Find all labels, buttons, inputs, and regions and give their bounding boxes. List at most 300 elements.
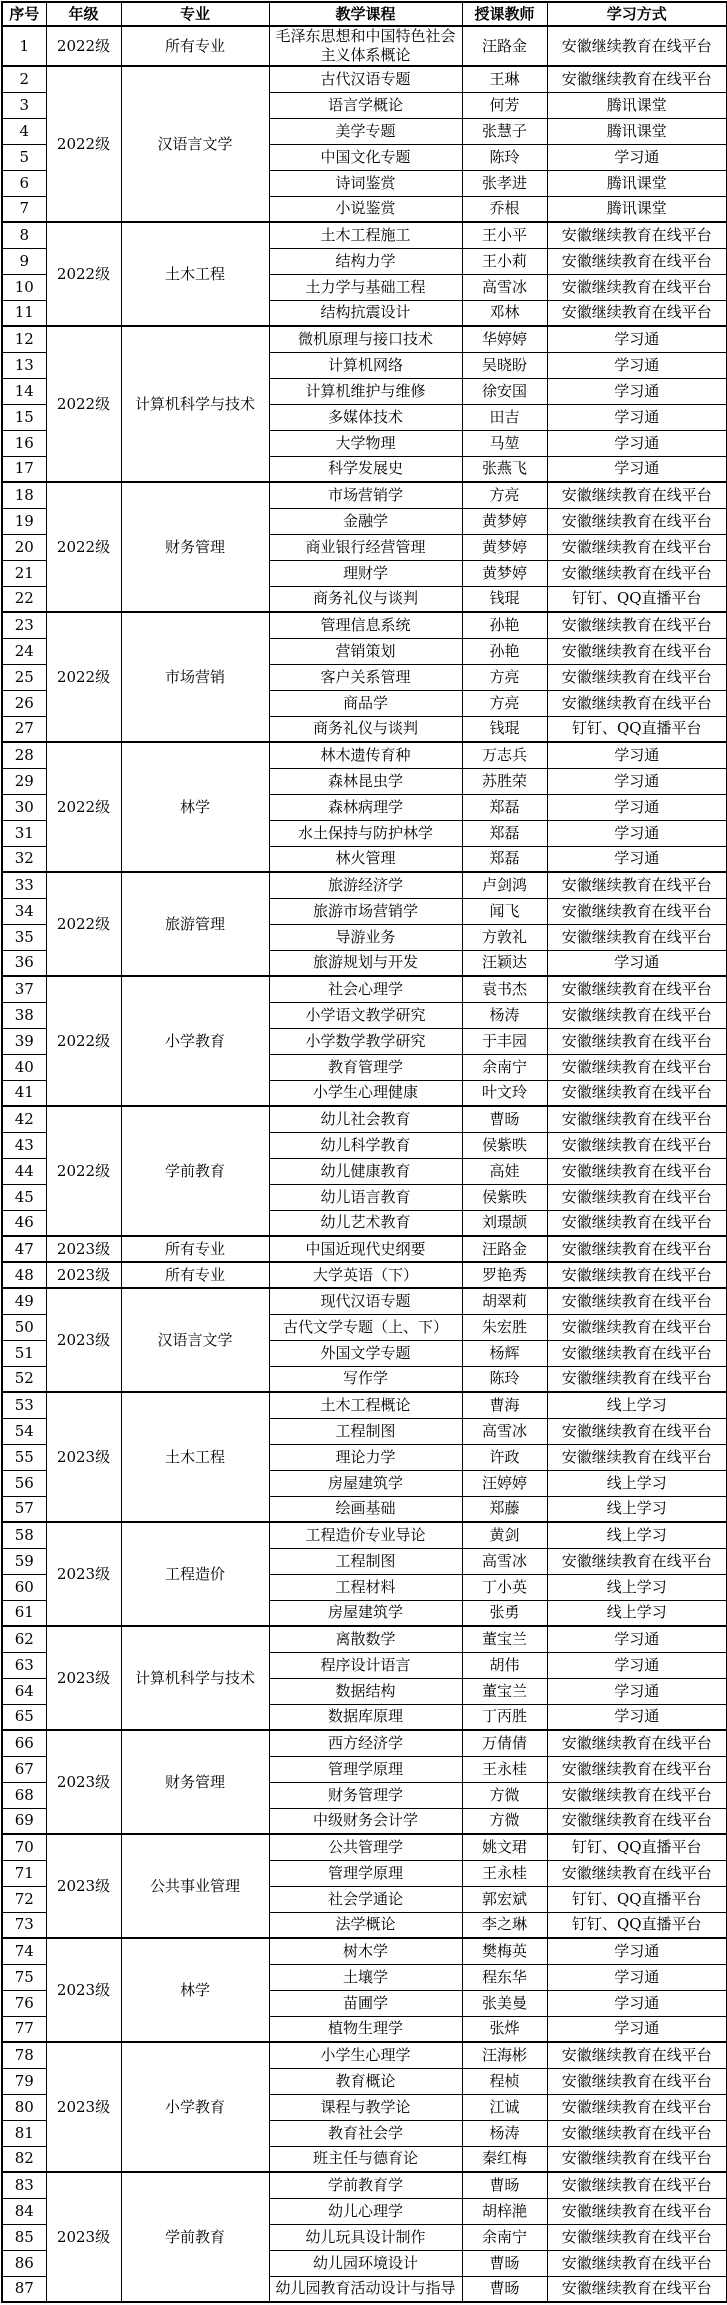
teacher-cell: 汪婷婷 — [462, 1470, 547, 1496]
major-cell: 学前教育 — [121, 2172, 269, 2302]
study-method-cell: 学习通 — [547, 1938, 727, 1964]
course-cell: 客户关系管理 — [269, 664, 462, 690]
serial-number-cell: 53 — [2, 1392, 46, 1418]
course-cell: 写作学 — [269, 1366, 462, 1392]
grade-cell: 2022级 — [46, 26, 121, 66]
serial-number-cell: 86 — [2, 2250, 46, 2276]
study-method-cell: 安徽继续教育在线平台 — [547, 898, 727, 924]
study-method-cell: 腾讯课堂 — [547, 170, 727, 196]
course-cell: 离散数学 — [269, 1626, 462, 1652]
study-method-cell: 腾讯课堂 — [547, 92, 727, 118]
serial-number-cell: 30 — [2, 794, 46, 820]
study-method-cell: 钉钉、QQ直播平台 — [547, 586, 727, 612]
course-cell: 社会学通论 — [269, 1886, 462, 1912]
course-cell: 程序设计语言 — [269, 1652, 462, 1678]
serial-number-cell: 51 — [2, 1340, 46, 1366]
teacher-cell: 汪路金 — [462, 1236, 547, 1262]
study-method-cell: 学习通 — [547, 144, 727, 170]
course-cell: 理论力学 — [269, 1444, 462, 1470]
course-cell: 林木遗传育种 — [269, 742, 462, 768]
serial-number-cell: 13 — [2, 352, 46, 378]
serial-number-cell: 56 — [2, 1470, 46, 1496]
course-cell: 房屋建筑学 — [269, 1470, 462, 1496]
course-schedule-table — [1, 1, 727, 2303]
teacher-cell: 郭宏斌 — [462, 1886, 547, 1912]
serial-number-cell: 27 — [2, 716, 46, 742]
serial-number-cell: 45 — [2, 1184, 46, 1210]
serial-number-cell: 66 — [2, 1730, 46, 1756]
serial-number-cell: 71 — [2, 1860, 46, 1886]
course-cell: 幼儿园教育活动设计与指导 — [269, 2276, 462, 2302]
study-method-cell: 安徽继续教育在线平台 — [547, 638, 727, 664]
major-cell: 土木工程 — [121, 1392, 269, 1522]
study-method-cell: 安徽继续教育在线平台 — [547, 1184, 727, 1210]
serial-number-cell: 21 — [2, 560, 46, 586]
teacher-cell: 王琳 — [462, 66, 547, 92]
study-method-cell: 安徽继续教育在线平台 — [547, 2224, 727, 2250]
course-cell: 中国近现代史纲要 — [269, 1236, 462, 1262]
table-row — [2, 872, 727, 898]
serial-number-cell: 3 — [2, 92, 46, 118]
course-cell: 商业银行经营管理 — [269, 534, 462, 560]
course-cell: 小学生心理健康 — [269, 1080, 462, 1106]
serial-number-cell: 39 — [2, 1028, 46, 1054]
course-cell: 科学发展史 — [269, 456, 462, 482]
major-cell: 工程造价 — [121, 1522, 269, 1626]
course-table-body — [2, 26, 727, 2302]
grade-cell: 2023级 — [46, 1236, 121, 1262]
course-cell: 公共管理学 — [269, 1834, 462, 1860]
teacher-cell: 丁丙胜 — [462, 1704, 547, 1730]
serial-number-cell: 85 — [2, 2224, 46, 2250]
teacher-cell: 卢剑鸿 — [462, 872, 547, 898]
course-cell: 商务礼仪与谈判 — [269, 716, 462, 742]
course-cell: 森林病理学 — [269, 794, 462, 820]
serial-number-cell: 42 — [2, 1106, 46, 1132]
course-cell: 毛泽东思想和中国特色社会主义体系概论 — [269, 26, 462, 66]
major-cell: 市场营销 — [121, 612, 269, 742]
serial-number-cell: 44 — [2, 1158, 46, 1184]
table-header — [2, 2, 727, 26]
serial-number-cell: 47 — [2, 1236, 46, 1262]
course-cell: 大学英语（下） — [269, 1262, 462, 1288]
course-cell: 多媒体技术 — [269, 404, 462, 430]
serial-number-cell: 65 — [2, 1704, 46, 1730]
teacher-cell: 高娃 — [462, 1158, 547, 1184]
serial-number-cell: 38 — [2, 1002, 46, 1028]
teacher-cell: 姚文珺 — [462, 1834, 547, 1860]
study-method-cell: 安徽继续教育在线平台 — [547, 26, 727, 66]
study-method-cell: 安徽继续教育在线平台 — [547, 1080, 727, 1106]
study-method-cell: 安徽继续教育在线平台 — [547, 300, 727, 326]
serial-number-cell: 23 — [2, 612, 46, 638]
serial-number-cell: 29 — [2, 768, 46, 794]
teacher-cell: 胡梓滟 — [462, 2198, 547, 2224]
teacher-cell: 侯紫昳 — [462, 1132, 547, 1158]
grade-cell: 2023级 — [46, 1730, 121, 1834]
serial-number-cell: 48 — [2, 1262, 46, 1288]
course-cell: 管理学原理 — [269, 1756, 462, 1782]
teacher-cell: 孙艳 — [462, 638, 547, 664]
major-cell: 土木工程 — [121, 222, 269, 326]
course-cell: 土木工程施工 — [269, 222, 462, 248]
course-cell: 旅游市场营销学 — [269, 898, 462, 924]
teacher-cell: 朱宏胜 — [462, 1314, 547, 1340]
teacher-cell: 罗艳秀 — [462, 1262, 547, 1288]
serial-number-cell: 25 — [2, 664, 46, 690]
teacher-cell: 方敦礼 — [462, 924, 547, 950]
table-row — [2, 326, 727, 352]
study-method-cell: 安徽继续教育在线平台 — [547, 664, 727, 690]
course-cell: 土木工程概论 — [269, 1392, 462, 1418]
major-cell: 所有专业 — [121, 1262, 269, 1288]
serial-number-cell: 83 — [2, 2172, 46, 2198]
teacher-cell: 钱琨 — [462, 716, 547, 742]
teacher-cell: 王永桂 — [462, 1860, 547, 1886]
teacher-cell: 江诚 — [462, 2094, 547, 2120]
study-method-cell: 线上学习 — [547, 1574, 727, 1600]
teacher-cell: 程东华 — [462, 1964, 547, 1990]
teacher-cell: 袁书杰 — [462, 976, 547, 1002]
study-method-cell: 学习通 — [547, 430, 727, 456]
course-cell: 小学生心理学 — [269, 2042, 462, 2068]
course-cell: 数据结构 — [269, 1678, 462, 1704]
teacher-cell: 方亮 — [462, 664, 547, 690]
serial-number-cell: 31 — [2, 820, 46, 846]
study-method-cell: 学习通 — [547, 950, 727, 976]
study-method-cell: 线上学习 — [547, 1470, 727, 1496]
teacher-cell: 邓林 — [462, 300, 547, 326]
serial-number-cell: 12 — [2, 326, 46, 352]
teacher-cell: 汪颖达 — [462, 950, 547, 976]
course-cell: 课程与教学论 — [269, 2094, 462, 2120]
serial-number-cell: 1 — [2, 26, 46, 66]
course-cell: 诗词鉴赏 — [269, 170, 462, 196]
study-method-cell: 学习通 — [547, 2016, 727, 2042]
serial-number-cell: 69 — [2, 1808, 46, 1834]
study-method-cell: 安徽继续教育在线平台 — [547, 1158, 727, 1184]
teacher-cell: 方亮 — [462, 690, 547, 716]
teacher-cell: 何芳 — [462, 92, 547, 118]
study-method-cell: 安徽继续教育在线平台 — [547, 482, 727, 508]
teacher-cell: 黄梦婷 — [462, 560, 547, 586]
course-cell: 管理信息系统 — [269, 612, 462, 638]
course-cell: 商务礼仪与谈判 — [269, 586, 462, 612]
course-cell: 大学物理 — [269, 430, 462, 456]
course-cell: 旅游经济学 — [269, 872, 462, 898]
major-cell: 财务管理 — [121, 482, 269, 612]
teacher-cell: 王小平 — [462, 222, 547, 248]
course-cell: 小学语文教学研究 — [269, 1002, 462, 1028]
course-cell: 幼儿科学教育 — [269, 1132, 462, 1158]
teacher-cell: 张美曼 — [462, 1990, 547, 2016]
teacher-cell: 孙艳 — [462, 612, 547, 638]
serial-number-cell: 67 — [2, 1756, 46, 1782]
course-cell: 理财学 — [269, 560, 462, 586]
study-method-cell: 安徽继续教育在线平台 — [547, 1236, 727, 1262]
course-cell: 水土保持与防护林学 — [269, 820, 462, 846]
teacher-cell: 张烨 — [462, 2016, 547, 2042]
teacher-cell: 张勇 — [462, 1600, 547, 1626]
grade-cell: 2022级 — [46, 482, 121, 612]
teacher-cell: 余南宁 — [462, 1054, 547, 1080]
study-method-cell: 安徽继续教育在线平台 — [547, 2276, 727, 2302]
header-study-method: 学习方式 — [547, 2, 727, 26]
course-cell: 古代文学专题（上、下） — [269, 1314, 462, 1340]
teacher-cell: 陈玲 — [462, 144, 547, 170]
serial-number-cell: 74 — [2, 1938, 46, 1964]
teacher-cell: 高雪冰 — [462, 1548, 547, 1574]
study-method-cell: 安徽继续教育在线平台 — [547, 274, 727, 300]
table-row — [2, 1288, 727, 1314]
study-method-cell: 学习通 — [547, 1990, 727, 2016]
course-cell: 树木学 — [269, 1938, 462, 1964]
serial-number-cell: 9 — [2, 248, 46, 274]
course-cell: 数据库原理 — [269, 1704, 462, 1730]
major-cell: 所有专业 — [121, 26, 269, 66]
study-method-cell: 学习通 — [547, 820, 727, 846]
teacher-cell: 汪海彬 — [462, 2042, 547, 2068]
teacher-cell: 乔根 — [462, 196, 547, 222]
study-method-cell: 安徽继续教育在线平台 — [547, 1730, 727, 1756]
course-cell: 幼儿语言教育 — [269, 1184, 462, 1210]
study-method-cell: 安徽继续教育在线平台 — [547, 1860, 727, 1886]
course-cell: 植物生理学 — [269, 2016, 462, 2042]
serial-number-cell: 75 — [2, 1964, 46, 1990]
serial-number-cell: 17 — [2, 456, 46, 482]
header-teacher: 授课教师 — [462, 2, 547, 26]
serial-number-cell: 78 — [2, 2042, 46, 2068]
teacher-cell: 胡伟 — [462, 1652, 547, 1678]
teacher-cell: 杨辉 — [462, 1340, 547, 1366]
table-row — [2, 2042, 727, 2068]
study-method-cell: 安徽继续教育在线平台 — [547, 1028, 727, 1054]
serial-number-cell: 57 — [2, 1496, 46, 1522]
serial-number-cell: 7 — [2, 196, 46, 222]
course-cell: 工程造价专业导论 — [269, 1522, 462, 1548]
teacher-cell: 胡翠莉 — [462, 1288, 547, 1314]
table-row — [2, 1522, 727, 1548]
study-method-cell: 安徽继续教育在线平台 — [547, 66, 727, 92]
teacher-cell: 田吉 — [462, 404, 547, 430]
study-method-cell: 安徽继续教育在线平台 — [547, 924, 727, 950]
study-method-cell: 学习通 — [547, 1964, 727, 1990]
course-cell: 中国文化专题 — [269, 144, 462, 170]
course-cell: 微机原理与接口技术 — [269, 326, 462, 352]
grade-cell: 2022级 — [46, 326, 121, 482]
study-method-cell: 学习通 — [547, 794, 727, 820]
serial-number-cell: 16 — [2, 430, 46, 456]
course-cell: 营销策划 — [269, 638, 462, 664]
course-cell: 社会心理学 — [269, 976, 462, 1002]
table-row — [2, 1262, 727, 1288]
study-method-cell: 腾讯课堂 — [547, 118, 727, 144]
study-method-cell: 安徽继续教育在线平台 — [547, 248, 727, 274]
teacher-cell: 高雪冰 — [462, 1418, 547, 1444]
teacher-cell: 吴晓盼 — [462, 352, 547, 378]
table-row — [2, 612, 727, 638]
study-method-cell: 学习通 — [547, 768, 727, 794]
serial-number-cell: 63 — [2, 1652, 46, 1678]
study-method-cell: 学习通 — [547, 352, 727, 378]
study-method-cell: 安徽继续教育在线平台 — [547, 2198, 727, 2224]
serial-number-cell: 35 — [2, 924, 46, 950]
teacher-cell: 苏胜荣 — [462, 768, 547, 794]
serial-number-cell: 4 — [2, 118, 46, 144]
grade-cell: 2023级 — [46, 1262, 121, 1288]
study-method-cell: 安徽继续教育在线平台 — [547, 976, 727, 1002]
course-cell: 西方经济学 — [269, 1730, 462, 1756]
grade-cell: 2023级 — [46, 1522, 121, 1626]
teacher-cell: 王永桂 — [462, 1756, 547, 1782]
course-cell: 苗圃学 — [269, 1990, 462, 2016]
study-method-cell: 学习通 — [547, 1704, 727, 1730]
major-cell: 公共事业管理 — [121, 1834, 269, 1938]
teacher-cell: 郑磊 — [462, 794, 547, 820]
serial-number-cell: 41 — [2, 1080, 46, 1106]
serial-number-cell: 32 — [2, 846, 46, 872]
header-serial-number: 序号 — [2, 2, 46, 26]
serial-number-cell: 82 — [2, 2146, 46, 2172]
major-cell: 计算机科学与技术 — [121, 326, 269, 482]
grade-cell: 2022级 — [46, 872, 121, 976]
study-method-cell: 学习通 — [547, 404, 727, 430]
major-cell: 财务管理 — [121, 1730, 269, 1834]
table-row — [2, 976, 727, 1002]
serial-number-cell: 6 — [2, 170, 46, 196]
course-cell: 法学概论 — [269, 1912, 462, 1938]
course-cell: 土力学与基础工程 — [269, 274, 462, 300]
teacher-cell: 张燕飞 — [462, 456, 547, 482]
teacher-cell: 杨涛 — [462, 1002, 547, 1028]
study-method-cell: 线上学习 — [547, 1496, 727, 1522]
serial-number-cell: 20 — [2, 534, 46, 560]
grade-cell: 2022级 — [46, 612, 121, 742]
teacher-cell: 丁小英 — [462, 1574, 547, 1600]
serial-number-cell: 28 — [2, 742, 46, 768]
major-cell: 学前教育 — [121, 1106, 269, 1236]
major-cell: 林学 — [121, 1938, 269, 2042]
course-cell: 幼儿玩具设计制作 — [269, 2224, 462, 2250]
course-cell: 旅游规划与开发 — [269, 950, 462, 976]
course-cell: 外国文学专题 — [269, 1340, 462, 1366]
study-method-cell: 安徽继续教育在线平台 — [547, 1756, 727, 1782]
serial-number-cell: 84 — [2, 2198, 46, 2224]
study-method-cell: 安徽继续教育在线平台 — [547, 1366, 727, 1392]
study-method-cell: 学习通 — [547, 326, 727, 352]
study-method-cell: 安徽继续教育在线平台 — [547, 534, 727, 560]
study-method-cell: 钉钉、QQ直播平台 — [547, 1912, 727, 1938]
teacher-cell: 徐安国 — [462, 378, 547, 404]
course-cell: 幼儿社会教育 — [269, 1106, 462, 1132]
teacher-cell: 王小莉 — [462, 248, 547, 274]
major-cell: 汉语言文学 — [121, 1288, 269, 1392]
teacher-cell: 张慧子 — [462, 118, 547, 144]
grade-cell: 2023级 — [46, 1938, 121, 2042]
teacher-cell: 郑磊 — [462, 846, 547, 872]
major-cell: 所有专业 — [121, 1236, 269, 1262]
table-row — [2, 1626, 727, 1652]
study-method-cell: 安徽继续教育在线平台 — [547, 1054, 727, 1080]
serial-number-cell: 62 — [2, 1626, 46, 1652]
serial-number-cell: 73 — [2, 1912, 46, 1938]
table-row — [2, 1730, 727, 1756]
serial-number-cell: 55 — [2, 1444, 46, 1470]
teacher-cell: 曹旸 — [462, 2172, 547, 2198]
serial-number-cell: 70 — [2, 1834, 46, 1860]
course-cell: 房屋建筑学 — [269, 1600, 462, 1626]
serial-number-cell: 49 — [2, 1288, 46, 1314]
course-cell: 教育管理学 — [269, 1054, 462, 1080]
study-method-cell: 学习通 — [547, 1626, 727, 1652]
study-method-cell: 安徽继续教育在线平台 — [547, 1782, 727, 1808]
grade-cell: 2023级 — [46, 2042, 121, 2172]
teacher-cell: 黄剑 — [462, 1522, 547, 1548]
table-row — [2, 66, 727, 92]
course-cell: 幼儿园环境设计 — [269, 2250, 462, 2276]
teacher-cell: 曹海 — [462, 1392, 547, 1418]
teacher-cell: 于丰园 — [462, 1028, 547, 1054]
table-row — [2, 2172, 727, 2198]
serial-number-cell: 24 — [2, 638, 46, 664]
serial-number-cell: 22 — [2, 586, 46, 612]
major-cell: 林学 — [121, 742, 269, 872]
teacher-cell: 闻飞 — [462, 898, 547, 924]
study-method-cell: 安徽继续教育在线平台 — [547, 222, 727, 248]
teacher-cell: 余南宁 — [462, 2224, 547, 2250]
teacher-cell: 叶文玲 — [462, 1080, 547, 1106]
major-cell: 计算机科学与技术 — [121, 1626, 269, 1730]
study-method-cell: 安徽继续教育在线平台 — [547, 1444, 727, 1470]
serial-number-cell: 2 — [2, 66, 46, 92]
teacher-cell: 马堃 — [462, 430, 547, 456]
serial-number-cell: 87 — [2, 2276, 46, 2302]
study-method-cell: 线上学习 — [547, 1392, 727, 1418]
study-method-cell: 安徽继续教育在线平台 — [547, 2042, 727, 2068]
table-row — [2, 482, 727, 508]
teacher-cell: 李之琳 — [462, 1912, 547, 1938]
teacher-cell: 钱琨 — [462, 586, 547, 612]
major-cell: 小学教育 — [121, 2042, 269, 2172]
course-cell: 班主任与德育论 — [269, 2146, 462, 2172]
teacher-cell: 张孝进 — [462, 170, 547, 196]
course-cell: 林火管理 — [269, 846, 462, 872]
teacher-cell: 华婷婷 — [462, 326, 547, 352]
serial-number-cell: 36 — [2, 950, 46, 976]
course-cell: 导游业务 — [269, 924, 462, 950]
study-method-cell: 钉钉、QQ直播平台 — [547, 1886, 727, 1912]
serial-number-cell: 5 — [2, 144, 46, 170]
study-method-cell: 安徽继续教育在线平台 — [547, 2068, 727, 2094]
header-row — [2, 2, 727, 26]
course-cell: 管理学原理 — [269, 1860, 462, 1886]
grade-cell: 2023级 — [46, 1288, 121, 1392]
grade-cell: 2022级 — [46, 742, 121, 872]
grade-cell: 2023级 — [46, 2172, 121, 2302]
header-major: 专业 — [121, 2, 269, 26]
study-method-cell: 安徽继续教育在线平台 — [547, 1314, 727, 1340]
serial-number-cell: 18 — [2, 482, 46, 508]
course-cell: 工程材料 — [269, 1574, 462, 1600]
course-cell: 工程制图 — [269, 1418, 462, 1444]
serial-number-cell: 54 — [2, 1418, 46, 1444]
serial-number-cell: 59 — [2, 1548, 46, 1574]
serial-number-cell: 26 — [2, 690, 46, 716]
teacher-cell: 万倩倩 — [462, 1730, 547, 1756]
study-method-cell: 安徽继续教育在线平台 — [547, 2250, 727, 2276]
study-method-cell: 安徽继续教育在线平台 — [547, 2120, 727, 2146]
course-cell: 幼儿健康教育 — [269, 1158, 462, 1184]
